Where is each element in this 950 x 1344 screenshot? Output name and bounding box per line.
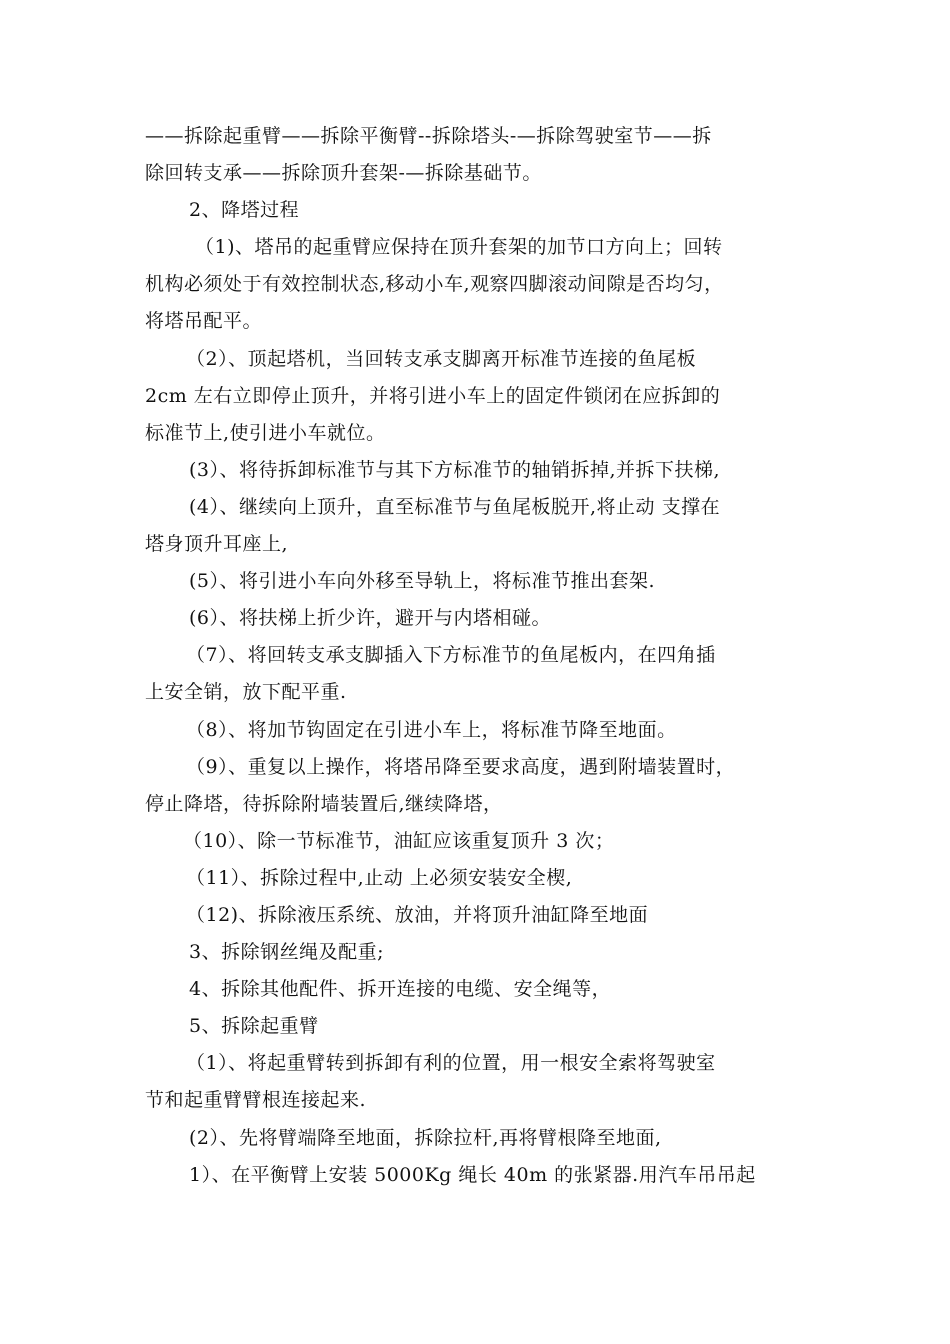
text-line: 将塔吊配平。 (145, 310, 263, 333)
text-line: 节和起重臂臂根连接起来. (145, 1089, 367, 1112)
text-line: （8）、将加节钩固定在引进小车上，将标准节降至地面。 (186, 718, 677, 741)
text-line: （1)、塔吊的起重臂应保持在顶升套架的加节口方向上；回转 (195, 236, 723, 259)
text-line: （9）、重复以上操作，将塔吊降至要求高度，遇到附墙装置时， (186, 755, 736, 778)
section-heading: 5、拆除起重臂 (189, 1015, 319, 1038)
text-line: （1）、将起重臂转到拆卸有利的位置，用一根安全索将驾驶室 (186, 1052, 716, 1075)
text-line: 除回转支承——拆除顶升套架-—拆除基础节。 (145, 162, 542, 185)
text-line: （2）、顶起塔机，当回转支承支脚离开标准节连接的鱼尾板 (186, 347, 697, 370)
text-line: 标准节上,使引进小车就位。 (145, 421, 386, 444)
text-line: 停止降塔，待拆除附墙装置后,继续降塔， (145, 792, 503, 815)
text-line: 机构必须处于有效控制状态,移动小车,观察四脚滚动间隙是否均匀， (145, 273, 724, 296)
section-heading: 4、拆除其他配件、拆开连接的电缆、安全绳等， (189, 978, 612, 1001)
document-body (145, 118, 815, 1194)
text-line: (2）、先将臂端降至地面，拆除拉杆,再将臂根降至地面, (189, 1126, 662, 1149)
text-line: (6）、将扶梯上折少许，避开与内塔相碰。 (189, 607, 552, 630)
text-line: ——拆除起重臂——拆除平衡臂--拆除塔头-—拆除驾驶室节——拆 (145, 125, 712, 147)
text-line: (4）、继续向上顶升，直至标准节与鱼尾板脱开,将止动 支撑在 (189, 495, 721, 518)
text-line: (3）、将待拆卸标准节与其下方标准节的轴销拆掉,并拆下扶梯, (189, 458, 721, 481)
text-line: （7）、将回转支承支脚插入下方标准节的鱼尾板内，在四角插 (186, 644, 716, 667)
text-line: 上安全销，放下配平重. (145, 681, 347, 704)
section-heading: 2、降塔过程 (189, 199, 300, 222)
text-line: 塔身顶升耳座上, (145, 533, 289, 556)
text-line: 1）、在平衡臂上安装 5000Kg 绳长 40m 的张紧器.用汽车吊吊起 (189, 1163, 756, 1186)
section-heading: 3、拆除钢丝绳及配重; (189, 941, 384, 964)
text-line: 2cm 左右立即停止顶升，并将引进小车上的固定件锁闭在应拆卸的 (145, 384, 721, 407)
text-line: （11）、拆除过程中,止动 上必须安装安全楔, (186, 866, 573, 889)
text-line: (5）、将引进小车向外移至导轨上，将标准节推出套架. (189, 570, 656, 593)
text-line: （12)、拆除液压系统、放油，并将顶升油缸降至地面 (186, 903, 649, 926)
text-line: （10）、除一节标准节，油缸应该重复顶升 3 次； (183, 829, 615, 852)
